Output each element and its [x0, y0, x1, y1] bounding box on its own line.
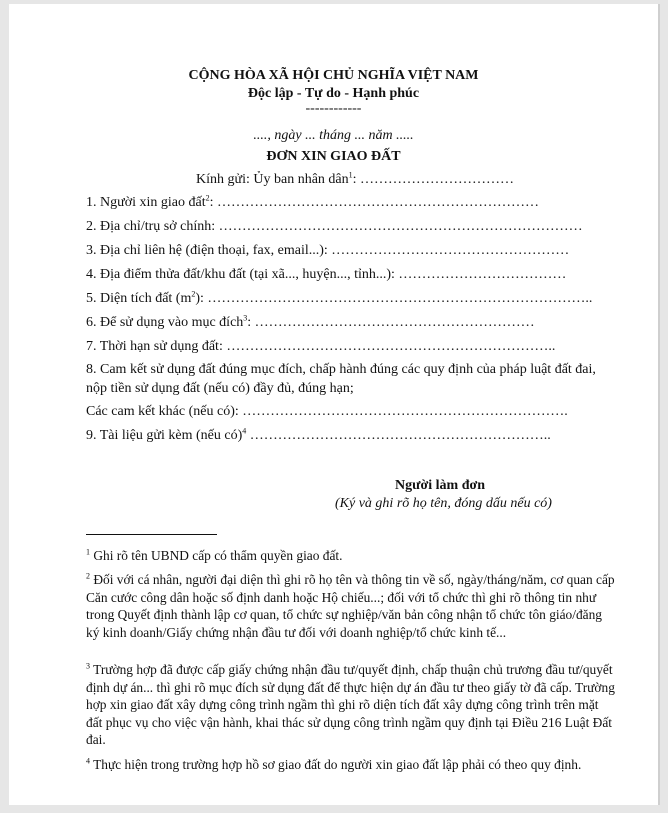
nation-heading: CỘNG HÒA XÃ HỘI CHỦ NGHĨA VIỆT NAM: [188, 68, 479, 83]
recipient-label: Kính gửi: Ủy ban nhân dân: [196, 172, 349, 187]
document-page: [9, 4, 660, 805]
field-duration: [86, 338, 555, 355]
footnote-text: Ghi rõ tên UBND cấp có thẩm quyền giao đất.: [90, 548, 343, 563]
date-line: ...., ngày ... tháng ... năm .....: [253, 128, 414, 143]
field-location: [86, 266, 566, 283]
footnote-ref: 2: [205, 193, 210, 203]
footnote-text: Đối với cá nhân, người đại diện thì ghi rõ họ tên và thông tin về số, ngày/tháng/năm, cơ quan cấp Căn cước công dân hoặc số định danh hoặc Hộ chiếu...; đối với tổ chức thì ghi rõ thông tin như trong Quyết định thành lập cơ quan, tổ chức sự nghiệp/văn bản công nhận tổ chức tôn giáo/đăng ký kinh doanh/Giấy chứng nhận đầu tư đối với doanh nghiệp/tổ chức kinh tế...: [86, 572, 615, 640]
field-dots: ………………………………………………………..: [246, 428, 551, 443]
field-dots: : ……………………………………………………………: [209, 195, 539, 210]
footnote-number: 1: [86, 547, 90, 557]
header-divider: ------------: [305, 101, 362, 116]
commitment-paragraph: 8. Cam kết sử dụng đất đúng mục đích, chấp hành đúng các quy định của pháp luật đất đai, nộp tiền sử dụng đất (nếu có) đầy đủ, đúng hạn;: [86, 362, 596, 396]
recipient-line: [196, 171, 514, 188]
footnote-ref: 1: [348, 170, 353, 180]
footnote-ref: 3: [243, 313, 248, 323]
document-title: ĐƠN XIN GIAO ĐẤT: [266, 149, 401, 164]
field-purpose: [86, 314, 535, 331]
footnote-4: [86, 756, 616, 774]
field-attachments: [86, 427, 551, 444]
field-label: 1. Người xin giao đất: [86, 195, 206, 210]
field-applicant: [86, 194, 539, 211]
field-dots: : ……………………………………………………: [247, 315, 535, 330]
field-label: 5. Diện tích đất (m: [86, 291, 192, 306]
signature-note: (Ký và ghi rõ họ tên, đóng dấu nếu có): [335, 496, 552, 511]
signature-title: Người làm đơn: [394, 478, 486, 493]
superscript: 2: [191, 289, 196, 299]
field-dots: ): ………………………………………………………………………..: [195, 291, 593, 306]
field-label: 7. Thời hạn sử dụng đất: ……………………………………………………………..: [86, 339, 556, 354]
footnote-1: [86, 547, 616, 565]
footnote-3: [86, 661, 616, 749]
field-address: [86, 218, 583, 235]
field-area: [86, 290, 592, 307]
field-label: 9. Tài liệu gửi kèm (nếu có): [86, 428, 243, 443]
footnote-number: 4: [86, 756, 90, 766]
other-commitments: [86, 403, 568, 420]
footnote-text: Trường hợp đã được cấp giấy chứng nhận đầu tư/quyết định, chấp thuận chủ trương đầu tư/quyết định dự án... thì ghi rõ mục đích sử dụng đất để thực hiện dự án đầu tư theo giấy tờ đã cấp. Trường hợp xin giao đất xây dựng công trình ngầm thì ghi rõ diện tích đất xây dựng công trình trên mặt đất phục vụ cho việc vận hành, khai thác sử dụng công trình ngầm quy định tại Điều 216 Luật Đất đai.: [86, 662, 615, 748]
recipient-dots: : ……………………………: [352, 172, 515, 187]
footnote-separator: [86, 534, 217, 535]
motto: Độc lập - Tự do - Hạnh phúc: [247, 86, 420, 101]
field-label: 6. Để sử dụng vào mục đích: [86, 315, 244, 330]
field-label: 3. Địa chỉ liên hệ (điện thoại, fax, email...): ……………………………………………: [86, 243, 570, 258]
footnote-number: 2: [86, 571, 90, 581]
field-contact: [86, 242, 569, 259]
field-label: 4. Địa điểm thửa đất/khu đất (tại xã..., huyện..., tỉnh...): ………………………………: [86, 267, 567, 282]
footnote-ref: 4: [242, 426, 247, 436]
footnote-text: Thực hiện trong trường hợp hồ sơ giao đất do người xin giao đất lập phải có theo quy định.: [90, 757, 582, 772]
footnote-2: [86, 571, 616, 641]
footnote-number: 3: [86, 661, 90, 671]
field-label: 2. Địa chỉ/trụ sở chính: ……………………………………………………………………: [86, 219, 583, 234]
field-label: Các cam kết khác (nếu có): …………………………………………………………….: [86, 404, 568, 419]
